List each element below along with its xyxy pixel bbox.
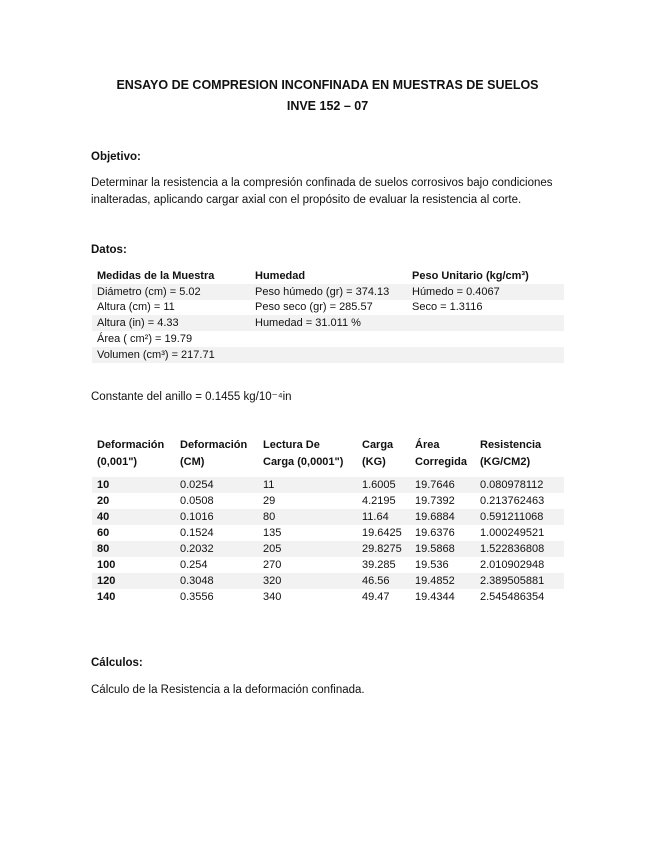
datos-cell: Seco = 1.3116 <box>412 301 483 314</box>
table-cell: 0.0254 <box>175 477 258 493</box>
objetivo-label: Objetivo: <box>91 151 141 163</box>
document-subtitle: INVE 152 – 07 <box>286 99 369 113</box>
table-cell: 29.8275 <box>357 541 410 557</box>
table-row <box>92 589 564 605</box>
datos-cell: Altura (cm) = 11 <box>97 301 175 314</box>
datos-row <box>92 347 564 363</box>
table-cell: 1.522836808 <box>475 541 564 557</box>
datos-cell <box>407 331 564 347</box>
table-cell: 20 <box>97 495 110 507</box>
deformacion-header: Área Corregida <box>415 439 467 468</box>
datos-label: Datos: <box>91 244 127 256</box>
datos-row <box>92 315 564 331</box>
deformacion-table <box>92 437 564 605</box>
table-cell: 4.2195 <box>362 495 396 507</box>
datos-cell: Húmedo = 0.4067 <box>407 284 564 300</box>
table-row <box>92 573 564 589</box>
table-cell: 140 <box>97 591 116 603</box>
deformacion-header: Carga (KG) <box>362 439 394 468</box>
table-row <box>92 493 564 509</box>
table-row <box>92 477 564 493</box>
table-cell: 2.545486354 <box>480 591 545 603</box>
table-cell: 205 <box>258 541 357 557</box>
deformacion-header: Deformación (CM) <box>180 439 248 468</box>
datos-row <box>92 300 564 316</box>
table-cell: 100 <box>97 559 116 571</box>
deformacion-header-row <box>92 437 564 477</box>
objetivo-text <box>91 175 571 209</box>
table-cell: 0.3556 <box>180 591 214 603</box>
table-cell: 39.285 <box>362 559 396 571</box>
table-cell: 19.6884 <box>410 509 475 525</box>
datos-header-row <box>92 268 564 284</box>
deformacion-header: Deformación (0,001") <box>97 439 165 468</box>
datos-row <box>92 331 564 347</box>
datos-header-medidas: Medidas de la Muestra <box>97 269 215 282</box>
table-row <box>92 525 564 541</box>
table-cell: 19.6425 <box>362 527 402 539</box>
datos-header-humedad: Humedad <box>255 269 306 282</box>
table-cell: 19.7392 <box>415 495 455 507</box>
datos-cell: Volumen (cm³) = 217.71 <box>92 347 250 363</box>
table-cell: 0.2032 <box>175 541 258 557</box>
table-cell: 10 <box>92 477 175 493</box>
table-cell: 80 <box>258 509 357 525</box>
datos-cell <box>250 331 407 347</box>
table-row <box>92 541 564 557</box>
table-cell: 0.1524 <box>180 527 214 539</box>
datos-cell: Peso seco (gr) = 285.57 <box>255 301 373 314</box>
table-cell: 11.64 <box>357 509 410 525</box>
datos-cell: Diámetro (cm) = 5.02 <box>92 284 250 300</box>
table-cell: 19.536 <box>415 559 449 571</box>
table-cell: 270 <box>263 559 282 571</box>
table-cell: 1.6005 <box>357 477 410 493</box>
document-title: ENSAYO DE COMPRESION INCONFINADA EN MUESTRAS DE SUELOS <box>116 78 539 92</box>
table-cell: 19.6376 <box>415 527 455 539</box>
table-cell: 49.47 <box>362 591 390 603</box>
table-cell: 0.254 <box>180 559 208 571</box>
table-cell: 29 <box>263 495 276 507</box>
datos-table <box>92 268 564 363</box>
objetivo-line-1: Determinar la resistencia a la compresión confinada de suelos corrosivos bajo condiciones <box>91 177 553 189</box>
table-cell: 0.080978112 <box>475 477 564 493</box>
table-cell: 0.0508 <box>180 495 214 507</box>
datos-cell <box>250 347 407 363</box>
table-cell: 1.000249521 <box>480 527 545 539</box>
datos-header-peso-unitario: Peso Unitario (kg/cm³) <box>412 269 529 282</box>
datos-row <box>92 284 564 300</box>
datos-cell: Área ( cm²) = 19.79 <box>97 333 193 346</box>
table-cell: 19.4344 <box>415 591 455 603</box>
deformacion-header: Lectura De Carga (0,0001") <box>263 439 344 468</box>
table-cell: 120 <box>92 573 175 589</box>
calculos-label: Cálculos: <box>91 657 143 669</box>
table-cell: 60 <box>97 527 110 539</box>
datos-cell: Peso húmedo (gr) = 374.13 <box>250 284 407 300</box>
table-cell: 2.389505881 <box>475 573 564 589</box>
table-cell: 0.1016 <box>175 509 258 525</box>
table-cell: 0.591211068 <box>475 509 564 525</box>
table-cell: 135 <box>263 527 282 539</box>
objetivo-line-2: inalteradas, aplicando cargar axial con el propósito de evaluar la resistencia al corte. <box>91 194 522 206</box>
table-cell: 320 <box>258 573 357 589</box>
table-cell: 80 <box>92 541 175 557</box>
datos-cell <box>407 315 564 331</box>
table-cell: 2.010902948 <box>480 559 545 571</box>
table-cell: 19.4852 <box>410 573 475 589</box>
table-cell: 340 <box>263 591 282 603</box>
deformacion-header: Resistencia (KG/CM2) <box>480 439 542 468</box>
table-cell: 0.213762463 <box>480 495 545 507</box>
table-cell: 19.7646 <box>410 477 475 493</box>
datos-cell: Humedad = 31.011 % <box>250 315 407 331</box>
table-cell: 0.3048 <box>175 573 258 589</box>
table-row <box>92 557 564 573</box>
table-row <box>92 509 564 525</box>
constante-anillo: Constante del anillo = 0.1455 kg/10⁻⁴in <box>91 391 292 403</box>
datos-cell: Altura (in) = 4.33 <box>92 315 250 331</box>
datos-cell <box>407 347 564 363</box>
table-cell: 40 <box>92 509 175 525</box>
table-cell: 19.5868 <box>410 541 475 557</box>
calculos-text: Cálculo de la Resistencia a la deformación confinada. <box>91 684 365 696</box>
table-cell: 11 <box>258 477 357 493</box>
table-cell: 46.56 <box>357 573 410 589</box>
